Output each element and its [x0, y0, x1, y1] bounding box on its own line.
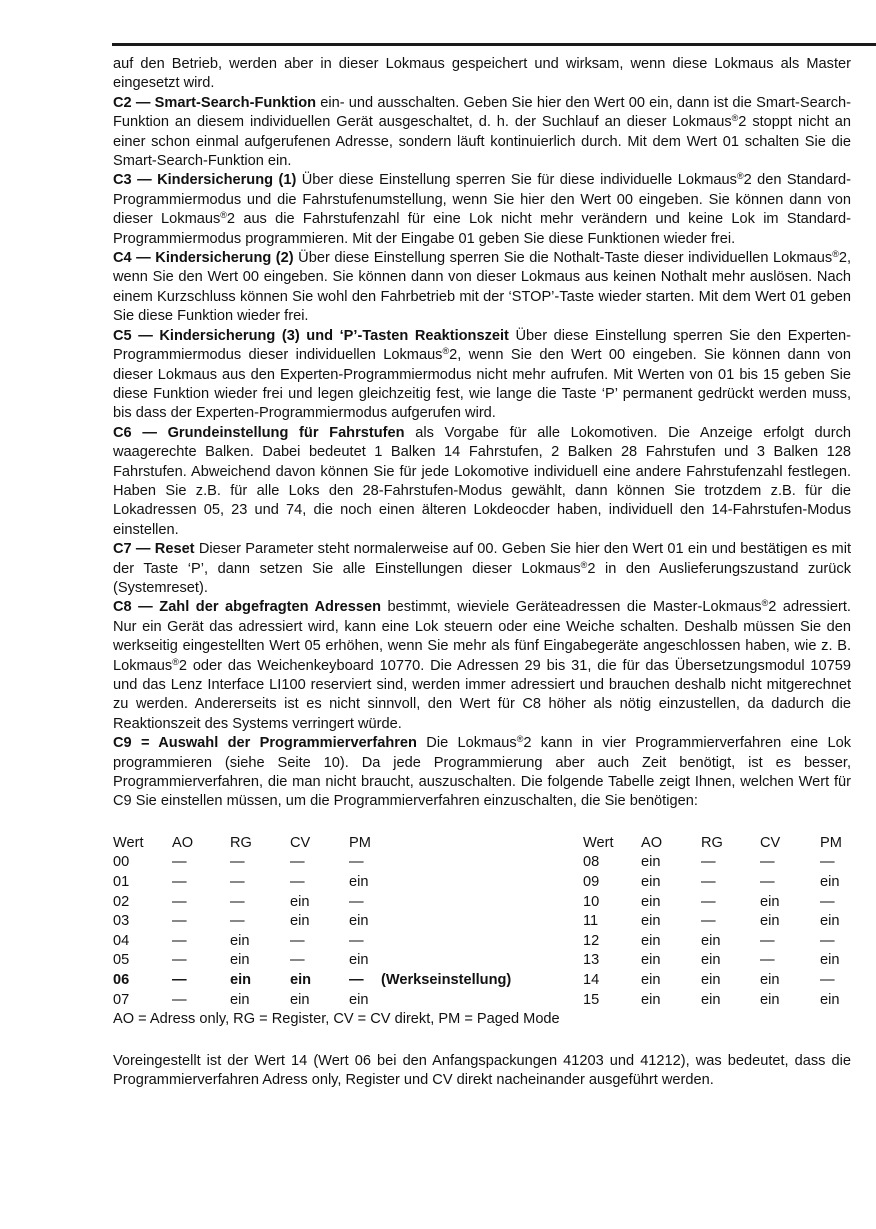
table-cell: 03 [113, 913, 130, 930]
table-cell: 13 [583, 952, 600, 969]
table-cell: — [820, 893, 835, 910]
table-cell: ein [641, 991, 661, 1008]
table-cell: ein [290, 913, 310, 930]
table-cell: ein [820, 952, 840, 969]
table-cell: — [701, 854, 716, 871]
paragraph-body: Über diese Einstellung sperren Sie die Nothalt-Taste dieser individuellen Lokmaus®2, wenn Sie den Wert 00 eingeben. Sie können dann von dieser Lokmaus aus keinen Nothalt mehr auslösen. Nach einem Kurzschluss können Sie wohl den Fahrbetrieb mit der ‘STOP’-Taste wieder starten. Mit dem Wert 01 geben Sie diese Funktion wieder frei. [113, 249, 851, 325]
left-col-pm [349, 834, 371, 1010]
paragraph-body: ein- und ausschalten. Geben Sie hier den Wert 00 ein, dann ist die Smart-Search-Funktion an diesem individuellen Gerät ausgeschaltet, d. h. der Suchlauf an dieser Lokmaus®2 stoppt nicht an einer schon einmal aufgerufenen Adresse, sondern läuft kontinuierlich durch. Mit dem Wert 01 schalten Sie die Smart-Search-Funktion ein. [113, 94, 851, 170]
table-cell: — [701, 913, 716, 930]
table-cell: — [701, 874, 716, 891]
right-col-pm [820, 834, 842, 1010]
right-col-rg [701, 834, 723, 1010]
table-cell: — [172, 854, 187, 871]
table-header: Wert [113, 834, 144, 851]
left-col-cv [290, 834, 311, 1010]
table-cell: 10 [583, 893, 600, 910]
left-col-wert [113, 834, 144, 1010]
paragraph-body: auf den Betrieb, werden aber in dieser Lokmaus gespeichert und wirksam, wenn diese Lokmaus als Master eingesetzt wird. [113, 56, 851, 92]
table-cell: ein [760, 972, 780, 988]
table-cell: — [760, 874, 775, 891]
paragraph-c7 [113, 540, 851, 598]
left-col-rg [230, 834, 252, 1010]
table-cell: ein [230, 952, 250, 969]
table-cell: — [172, 932, 187, 949]
paragraph-c6 [113, 424, 851, 540]
paragraph-c8 [113, 598, 851, 734]
table-header: CV [760, 834, 781, 851]
table-cell: ein [230, 932, 250, 949]
table-cell: ein [641, 913, 661, 930]
paragraph-c5 [113, 327, 851, 424]
table-header: RG [230, 834, 252, 851]
right-col-ao [641, 834, 662, 1010]
table-cell: 04 [113, 932, 130, 949]
table-cell: — [820, 972, 835, 988]
table-cell: — [760, 952, 775, 969]
table-cell: — [172, 991, 187, 1008]
table-cell: ein [701, 932, 721, 949]
paragraph-c4 [113, 249, 851, 327]
table-cell: 06 [113, 972, 130, 988]
paragraph-heading: C5 — Kindersicherung (3) und ‘P’-Tasten Reaktionszeit [113, 327, 509, 344]
table-cell: ein [701, 991, 721, 1008]
table-cell: — [820, 932, 835, 949]
c9-values-table [113, 834, 851, 1027]
top-rule [112, 43, 876, 46]
paragraph-body: bestimmt, wieviele Geräteadressen die Master-Lokmaus®2 adressiert. Nur ein Gerät das adressiert wird, kann eine Lok steuern oder eine Weiche schalten. Deshalb müssen Sie den werkseitig eingestellten Wert 05 erhöhen, wenn Sie mehr als fünf Eingabegeräte angeschlossen haben, wie z. B. Lokmaus®2 oder das Weichenkeyboard 10770. Die Adressen 29 bis 31, die für das Übersetzungsmodul 10759 und das Lenz Interface LI100 reserviert sind, werden immer adressiert und brauchen deshalb nicht mitgerechnet zu werden. Andererseits ist es nicht sinnvoll, den Wert für C8 höher als nötig einzustellen, da dadurch die Reaktionszeit des Systems verringert würde. [113, 598, 851, 732]
table-cell: — [230, 874, 245, 891]
table-cell: — [290, 932, 305, 949]
table-cell: — [760, 854, 775, 871]
table-cell: ein [760, 893, 780, 910]
paragraph-heading: C9 = Auswahl der Programmierverfahren [113, 735, 417, 752]
table-cell: — [172, 972, 187, 988]
table-cell: ein [820, 991, 840, 1008]
footer-paragraph: Voreingestellt ist der Wert 14 (Wert 06 bei den Anfangspackungen 41203 und 41212), was bedeutet, dass die Programmierverfahren Adress only, Register und CV direkt nacheinander ausgeführt werden. [113, 1052, 851, 1089]
paragraph-heading: C7 — Reset [113, 541, 195, 558]
paragraph-body: Über diese Einstellung sperren Sie für diese individuelle Lokmaus®2 den Standard-Programmiermodus und die Fahrstufenumstellung, wenn Sie hier den Wert 00 eingeben. Sie können dann von dieser Lokmaus®2 aus die Fahrstufenzahl für eine Lok nicht mehr verändern und keine Lok im Standard-Programmiermodus programmieren. Mit der Eingabe 01 geben Sie diese Funktionen wieder frei. [113, 171, 851, 247]
table-cell: 02 [113, 893, 130, 910]
table-cell: ein [290, 972, 312, 988]
paragraph-body: als Vorgabe für alle Lokomotiven. Die Anzeige erfolgt durch waagerechte Balken. Dabei bedeutet 1 Balken 14 Fahrstufen, 2 Balken 28 Fahrstufen und 3 Balken 128 Fahrstufen. Abweichend davon können Sie für jede Lokomotive individuell eine andere Fahrstufenzahl festlegen. Haben Sie z.B. für alle Loks den 28-Fahrstufen-Modus gewählt, dann können Sie trotzdem z.B. für die Lokadressen 05, 23 und 74, die noch einen älteren Lokdeocder haben, individuell den 14-Fahrstufen-Modus einstellen. [113, 424, 851, 538]
table-cell: — [349, 854, 364, 871]
table-cell: ein [349, 874, 369, 891]
table-cell: — [230, 893, 245, 910]
right-col-cv [760, 834, 780, 1010]
table-cell: ein [349, 952, 369, 969]
table-cell: — [290, 854, 305, 871]
paragraph-body: Die Lokmaus®2 kann in vier Programmierverfahren eine Lok programmieren (siehe Seite 10). Da jede Programmierung aber auch Zeit benötigt, ist es besser, Programmierverfahren, die man nicht braucht, auszuschalten. Die folgende Tabelle zeigt Ihnen, welchen Wert für C9 Sie einstellen müssen, um die Programmierverfahren einzuschalten, die Sie benötigen: [113, 734, 851, 810]
right-col-wert [583, 834, 614, 1010]
paragraph-c9 [113, 734, 851, 812]
table-cell: ein [820, 874, 840, 891]
table-cell: ein [641, 854, 661, 871]
table-cell: ein [701, 952, 721, 969]
table-cell: — [290, 952, 305, 969]
paragraph-heading: C8 — Zahl der abgefragten Adressen [113, 599, 382, 616]
table-cell: 09 [583, 874, 600, 891]
table-cell: — [349, 972, 364, 988]
table-cell: ein [349, 991, 369, 1008]
document-page [113, 55, 851, 1091]
paragraph-heading: C4 — Kindersicherung (2) [113, 250, 294, 267]
paragraph-body: Dieser Parameter steht normalerweise auf 00. Geben Sie hier den Wert 01 ein und bestätigen es mit der Taste ‘P’, dann setzen Sie alle Einstellungen dieser Lokmaus®2 in den Auslieferungszustand zurück (Systemreset). [113, 541, 851, 596]
table-header: PM [820, 834, 842, 851]
table-cell: ein [641, 874, 661, 891]
table-header: AO [172, 834, 194, 851]
table-cell: — [701, 893, 716, 910]
table-cell: — [349, 893, 364, 910]
table-cell: 07 [113, 991, 130, 1008]
paragraph-heading: C2 — Smart-Search-Funktion [113, 94, 317, 111]
factory-setting-note: (Werkseinstellung) [381, 972, 512, 989]
table-header: RG [701, 834, 723, 851]
table-cell: 15 [583, 991, 600, 1008]
table-cell: 11 [583, 913, 599, 930]
paragraphs [113, 55, 851, 812]
table-cell: ein [820, 913, 840, 930]
paragraph-c2 [113, 94, 851, 172]
table-cell: ein [290, 991, 310, 1008]
table-legend: AO = Adress only, RG = Register, CV = CV direkt, PM = Paged Mode [113, 1010, 560, 1027]
table-header: Wert [583, 834, 614, 851]
table-cell: ein [641, 952, 661, 969]
table-cell: 05 [113, 952, 130, 969]
table-cell: — [760, 932, 775, 949]
table-cell: — [290, 874, 305, 891]
table-cell: — [349, 932, 364, 949]
table-cell: 14 [583, 972, 600, 988]
table-header: CV [290, 834, 311, 851]
table-header: AO [641, 834, 663, 851]
table-cell: ein [641, 893, 661, 910]
left-col-ao [172, 834, 193, 1010]
table-cell: 00 [113, 854, 130, 871]
table-cell: ein [760, 991, 780, 1008]
paragraph-heading: C3 — Kindersicherung (1) [113, 172, 297, 189]
table-cell: — [172, 952, 187, 969]
table-cell: 01 [113, 874, 130, 891]
table-cell: — [172, 913, 187, 930]
table-cell: ein [701, 972, 721, 988]
table-cell: — [172, 893, 187, 910]
table-cell: ein [760, 913, 780, 930]
table-cell: — [230, 854, 245, 871]
table-cell: ein [349, 913, 369, 930]
table-cell: — [230, 913, 245, 930]
paragraph-intro [113, 55, 851, 94]
paragraph-c3 [113, 171, 851, 249]
table-cell: ein [641, 932, 661, 949]
table-cell: ein [290, 893, 310, 910]
table-cell: ein [641, 972, 661, 988]
table-cell: 12 [583, 932, 600, 949]
table-cell: ein [230, 972, 252, 988]
table-cell: 08 [583, 854, 600, 871]
table-cell: ein [230, 991, 250, 1008]
table-header: PM [349, 834, 371, 851]
paragraph-heading: C6 — Grundeinstellung für Fahrstufen [113, 424, 405, 441]
paragraph-body: Über diese Einstellung sperren Sie den Experten-Programmiermodus dieser individuellen Lokmaus®2, wenn Sie den Wert 00 eingeben. Sie können dann von dieser Lokmaus aus den Experten-Programmiermodus nicht mehr aufrufen. Mit Werten von 01 bis 15 geben Sie diese Funktion wieder frei und legen gleichzeitig fest, wie lange die Taste ‘P’ permanent gedrückt werden muss, bis dass der Experten-Programmiermodus aufgerufen wird. [113, 327, 851, 422]
table-cell: — [172, 874, 187, 891]
table-cell: — [820, 854, 835, 871]
